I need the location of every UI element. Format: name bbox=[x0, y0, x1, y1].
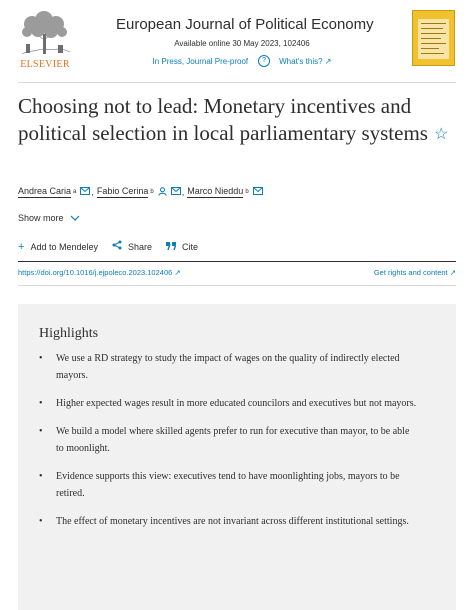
cite-label: Cite bbox=[182, 241, 199, 252]
affiliation-marker[interactable]: b bbox=[150, 189, 154, 195]
highlight-item bbox=[39, 423, 419, 457]
bullet: • bbox=[39, 516, 43, 527]
availability-date: Available online 30 May 2023, 102406 bbox=[174, 39, 310, 48]
whats-this-link[interactable]: What’s this? ↗ bbox=[279, 56, 332, 66]
author-name[interactable]: Andrea Caria bbox=[18, 186, 72, 196]
show-more-label: Show more bbox=[18, 213, 64, 223]
article-title-text: Choosing not to lead: Monetary incentives and political selection in local parliamentary systems bbox=[18, 94, 428, 145]
cover-panel bbox=[418, 19, 449, 59]
author-separator: , bbox=[91, 187, 94, 197]
star-icon[interactable]: ☆ bbox=[433, 126, 449, 143]
quote-icon bbox=[166, 241, 176, 253]
highlight-text: We use a RD strategy to study the impact of wages on the quality of indirectly elected mayors. bbox=[56, 353, 400, 381]
highlights-panel bbox=[18, 304, 456, 610]
bullet: • bbox=[39, 398, 43, 409]
person-icon[interactable] bbox=[158, 187, 167, 198]
author-name[interactable]: Marco Nieddu bbox=[187, 186, 244, 196]
show-more-button[interactable] bbox=[18, 213, 80, 223]
article-toolbar bbox=[18, 240, 212, 253]
rights-and-content-link[interactable]: Get rights and content ↗ bbox=[373, 268, 456, 277]
question-circle-icon: ? bbox=[258, 55, 270, 67]
author-list bbox=[18, 186, 263, 198]
highlight-text: We build a model where skilled agents prefer to run for executive than mayor, to be able to moonlight. bbox=[56, 426, 410, 454]
bullet: • bbox=[39, 426, 43, 437]
highlights-list bbox=[39, 350, 419, 541]
journal-header bbox=[18, 8, 456, 82]
affiliation-marker[interactable]: a bbox=[73, 189, 77, 195]
chevron-down-icon bbox=[70, 213, 80, 223]
envelope-icon[interactable] bbox=[253, 187, 263, 197]
highlight-text: Higher expected wages result in more educated councilors and executives but not mayors. bbox=[56, 398, 417, 409]
header-divider bbox=[18, 82, 456, 83]
share-button[interactable] bbox=[112, 240, 152, 253]
doi-link[interactable]: https://doi.org/10.1016/j.ejpoleco.2023.102406 ↗ bbox=[18, 268, 181, 277]
journal-cover-thumbnail[interactable] bbox=[412, 10, 455, 66]
cite-button[interactable] bbox=[166, 241, 198, 253]
doi-divider bbox=[18, 285, 456, 286]
highlight-item bbox=[39, 468, 419, 502]
author-name[interactable]: Fabio Cerina bbox=[96, 186, 149, 196]
journal-title-link[interactable]: European Journal of Political Economy bbox=[116, 16, 374, 33]
affiliation-marker[interactable]: b bbox=[245, 189, 249, 195]
elsevier-wordmark[interactable]: ELSEVIER bbox=[20, 59, 70, 70]
highlights-heading: Highlights bbox=[39, 326, 99, 341]
toolbar-divider bbox=[18, 261, 456, 262]
article-status-line bbox=[116, 55, 368, 67]
share-label: Share bbox=[127, 241, 153, 252]
author-separator: , bbox=[181, 187, 185, 197]
share-icon bbox=[112, 240, 122, 253]
envelope-icon[interactable] bbox=[171, 187, 181, 197]
add-to-mendeley-button[interactable] bbox=[18, 241, 98, 253]
article-title bbox=[18, 93, 458, 148]
plus-icon: + bbox=[18, 240, 25, 253]
highlight-text: Evidence supports this view: executives tend to have moonlighting jobs, mayors to be retired. bbox=[56, 471, 400, 499]
highlight-item bbox=[39, 395, 419, 412]
pre-proof-status-link[interactable]: In Press, Journal Pre-proof bbox=[152, 56, 249, 66]
highlight-item bbox=[39, 513, 419, 530]
envelope-icon[interactable] bbox=[80, 187, 90, 197]
highlight-item bbox=[39, 350, 419, 384]
highlight-text: The effect of monetary incentives are not invariant across different institutional settings. bbox=[56, 516, 409, 527]
bullet: • bbox=[39, 471, 43, 482]
add-to-mendeley-label: Add to Mendeley bbox=[30, 241, 98, 252]
bullet: • bbox=[39, 353, 43, 364]
